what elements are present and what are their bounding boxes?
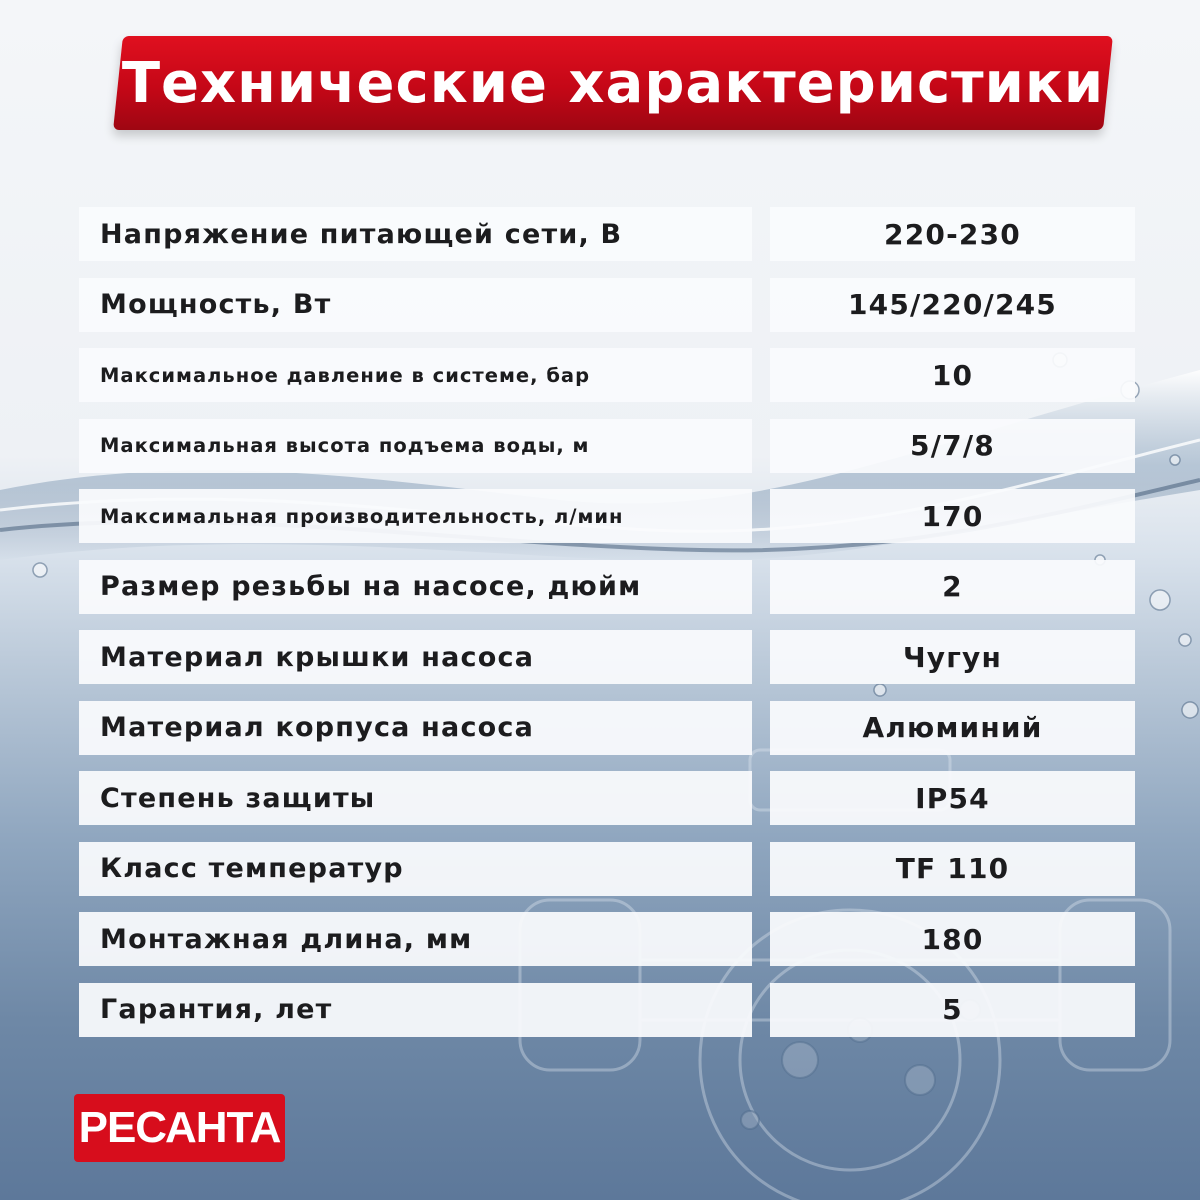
spec-label: Гарантия, лет [79, 983, 752, 1037]
spec-label: Материал корпуса насоса [79, 701, 752, 755]
spec-row [79, 630, 1135, 684]
page-title: Технические характеристики [121, 50, 1105, 116]
spec-value: 145/220/245 [770, 278, 1135, 332]
spec-row [79, 560, 1135, 614]
spec-label: Максимальная производительность, л/мин [79, 489, 752, 543]
spec-value: 5/7/8 [770, 419, 1135, 473]
spec-label: Размер резьбы на насосе, дюйм [79, 560, 752, 614]
spec-row [79, 983, 1135, 1037]
spec-label: Класс температур [79, 842, 752, 896]
spec-row [79, 207, 1135, 261]
spec-value: 170 [770, 489, 1135, 543]
spec-value: 180 [770, 912, 1135, 966]
spec-row [79, 912, 1135, 966]
spec-label: Степень защиты [79, 771, 752, 825]
spec-value: TF 110 [770, 842, 1135, 896]
spec-label: Напряжение питающей сети, В [79, 207, 752, 261]
brand-logo: РЕСАНТА [74, 1094, 285, 1162]
spec-value: Чугун [770, 630, 1135, 684]
spec-row [79, 278, 1135, 332]
spec-label: Монтажная длина, мм [79, 912, 752, 966]
spec-value: 2 [770, 560, 1135, 614]
spec-label: Мощность, Вт [79, 278, 752, 332]
spec-value: 220-230 [770, 207, 1135, 261]
specs-table [79, 207, 1135, 1053]
spec-row [79, 419, 1135, 473]
spec-value: IP54 [770, 771, 1135, 825]
spec-label: Максимальная высота подъема воды, м [79, 419, 752, 473]
spec-row [79, 842, 1135, 896]
spec-value: Алюминий [770, 701, 1135, 755]
spec-label: Максимальное давление в системе, бар [79, 348, 752, 402]
spec-row [79, 348, 1135, 402]
spec-row [79, 701, 1135, 755]
spec-label: Материал крышки насоса [79, 630, 752, 684]
spec-row [79, 771, 1135, 825]
spec-row [79, 489, 1135, 543]
spec-value: 10 [770, 348, 1135, 402]
spec-value: 5 [770, 983, 1135, 1037]
